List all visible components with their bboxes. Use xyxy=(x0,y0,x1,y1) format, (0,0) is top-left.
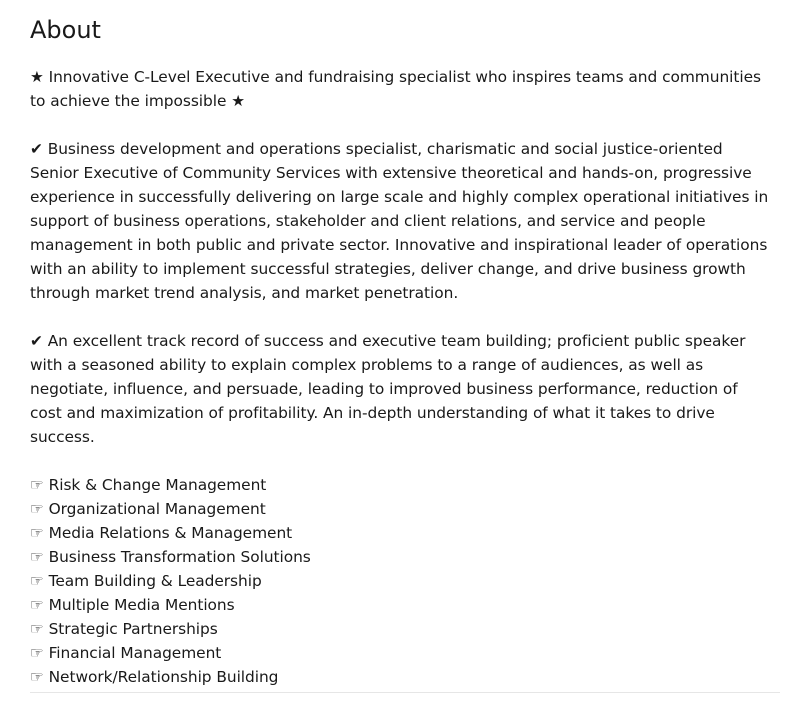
section-title: About xyxy=(30,16,101,44)
about-text: ★ Innovative C-Level Executive and fundraising specialist who inspires teams and communities to achieve the impossible ★ ✔ Business development and operations specialist, charismatic and social justice-oriented Senior Executive of Community Services with extensive theoretical and hands-on, progressive experience in successfully delivering on large scale and highly complex operational initiatives in support of business operations, stakeholder and client relations, and service and people management in both public and private sector. Innovative and inspirational leader of operations with an ability to implement successful strategies, deliver change, and drive business growth through market trend analysis, and market penetration. ✔ An excellent track record of success and executive team building; proficient public speaker with a seasoned ability to explain complex problems to a range of audiences, as well as negotiate, influence, and persuade, leading to improved business performance, reduction of cost and maximization of profitability. An in-depth understanding of what it takes to drive success. ☞ Risk & Change Management ☞ Organizational Management ☞ Media Relations & Management ☞ Business Transformation Solutions ☞ Team Building & Leadership ☞ Multiple Media Mentions ☞ Strategic Partnerships ☞ Financial Management ☞ Network/Relationship Building xyxy=(30,68,769,686)
section-divider xyxy=(30,692,780,693)
